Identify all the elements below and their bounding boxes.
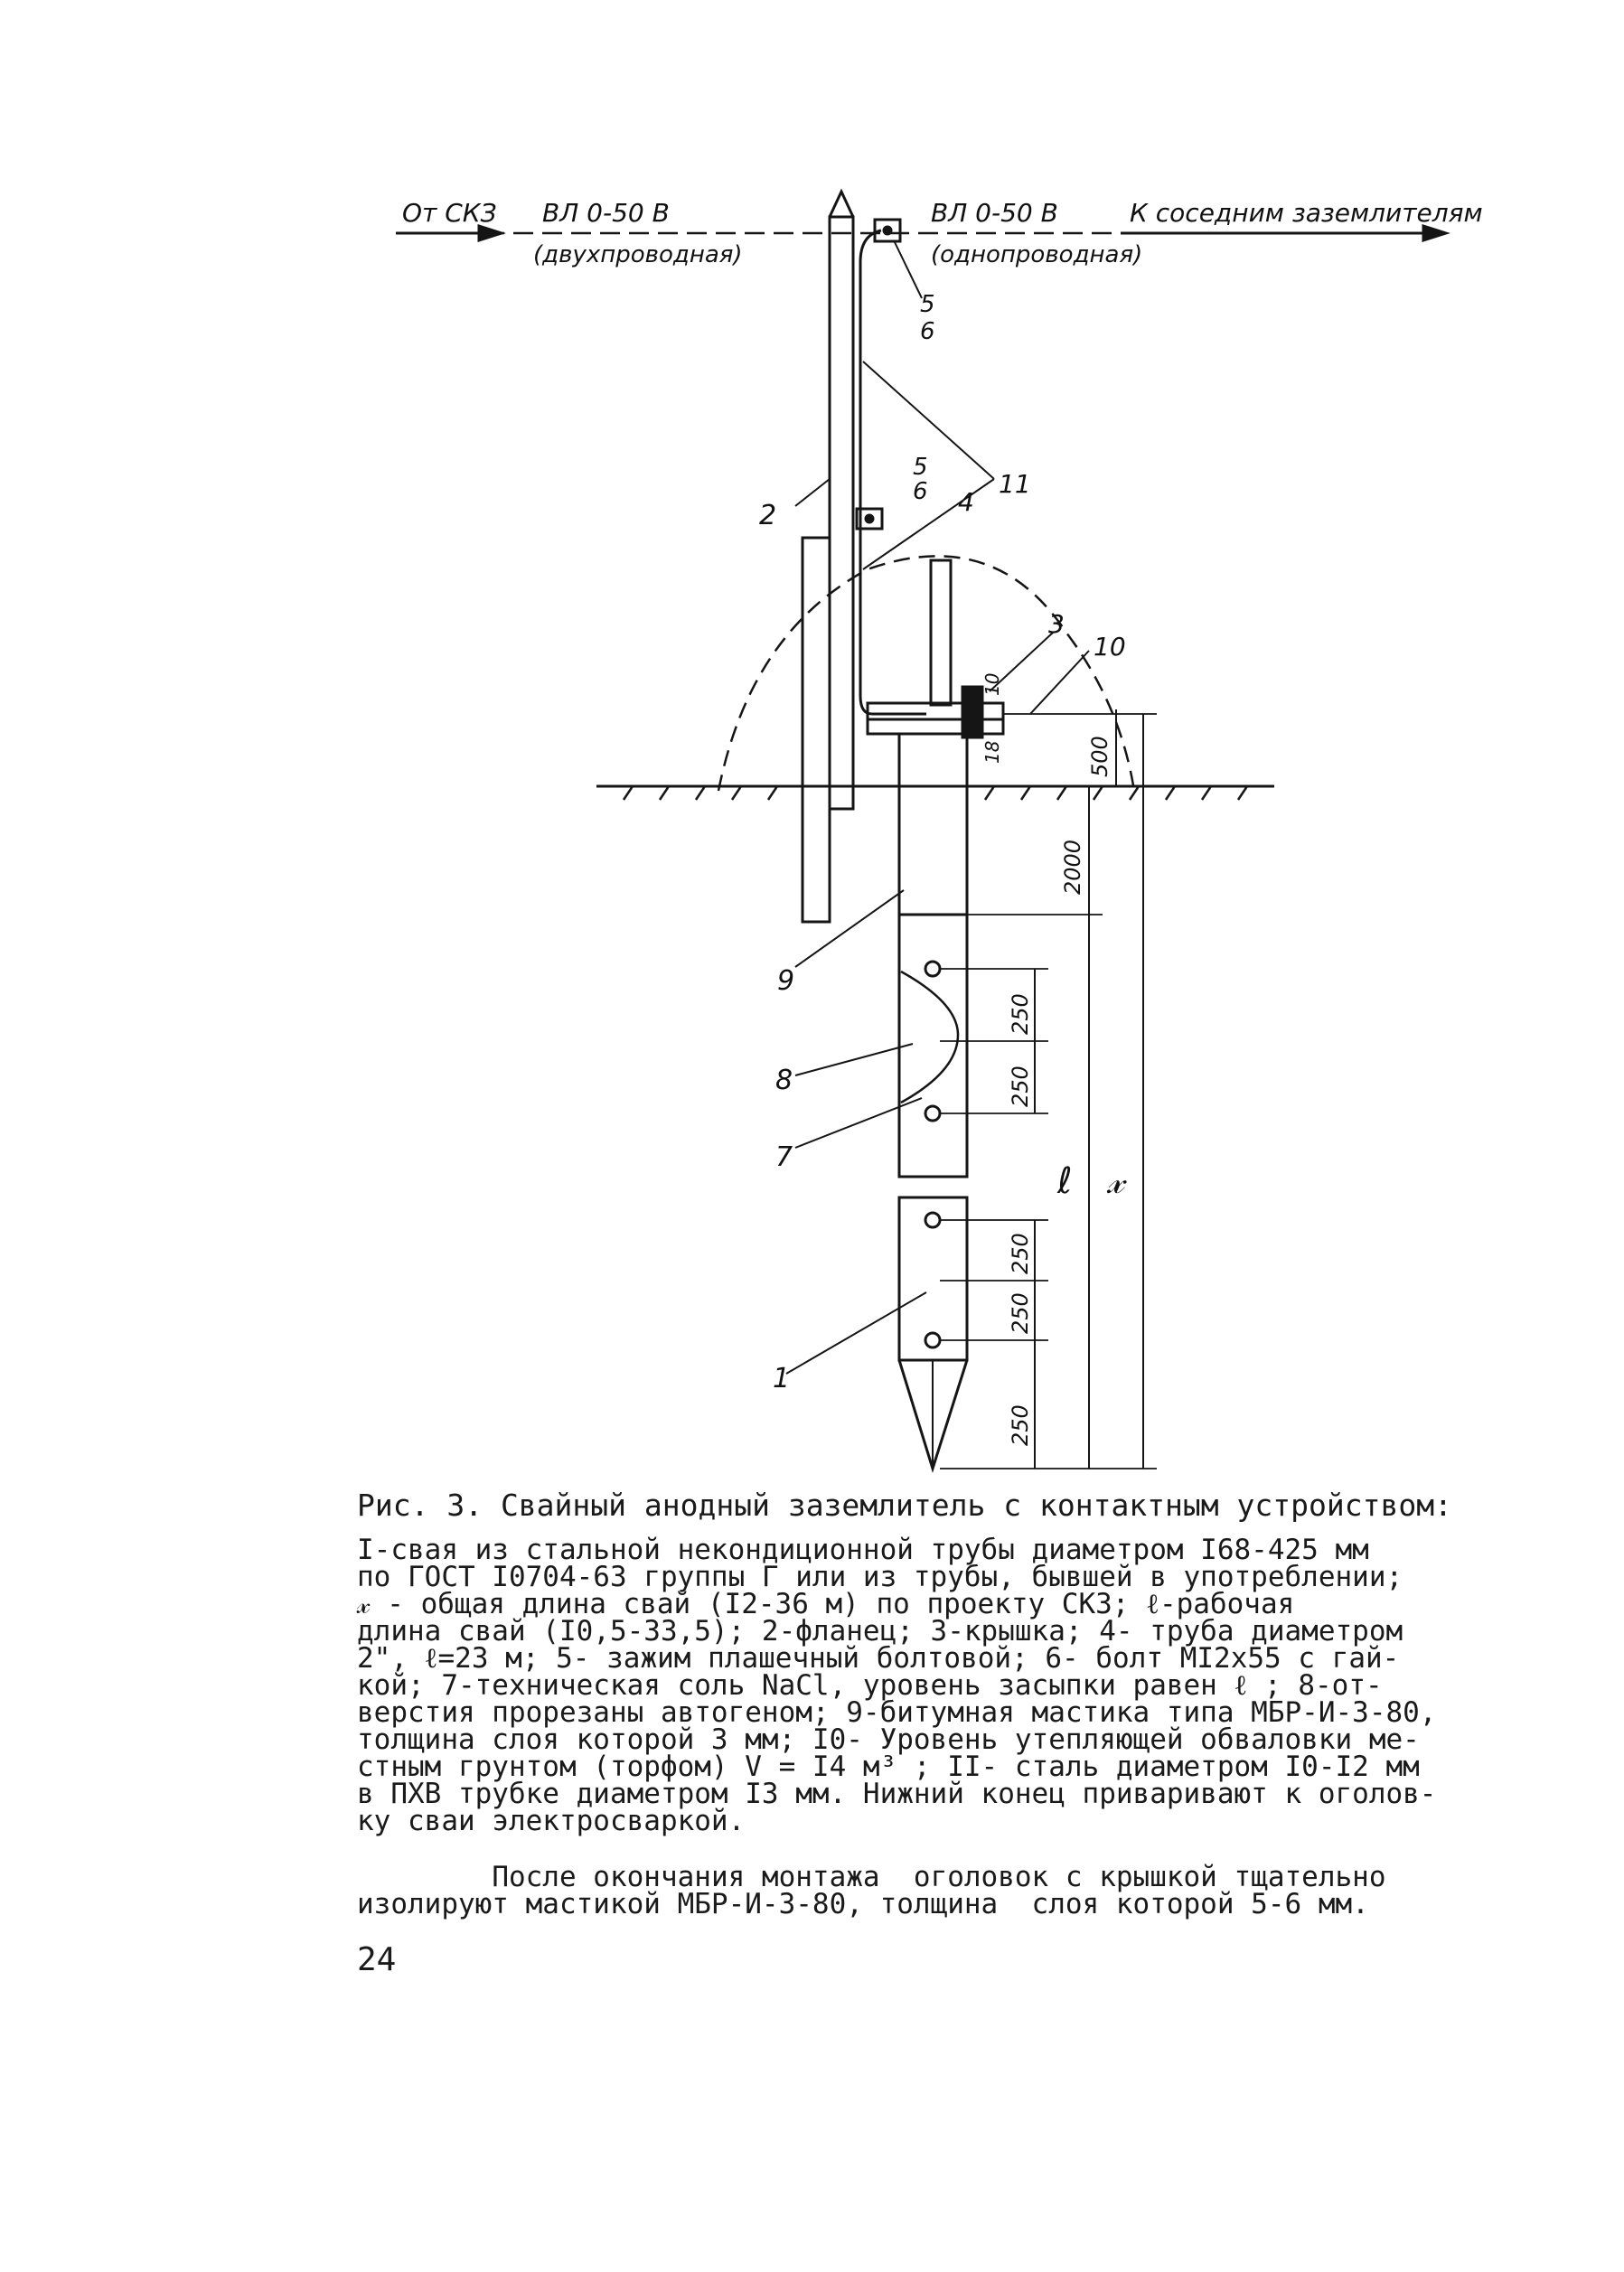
embankment-arc — [718, 556, 1134, 791]
salt-fill — [901, 972, 958, 1103]
page-number: 24 — [357, 1941, 397, 1978]
label-to-neighbors: К соседним заземлителям — [1130, 198, 1483, 228]
dim-18: 18 — [981, 740, 1003, 764]
dim-10: 10 — [981, 672, 1003, 696]
callout-5-mid: 5 — [913, 454, 928, 481]
callout-4: 4 — [958, 487, 974, 517]
support-plate — [803, 538, 830, 922]
callout-5-top: 5 — [920, 291, 935, 318]
pile-upper — [899, 734, 967, 1177]
ground-hatching — [624, 786, 1247, 800]
dim-250-d: 250 — [1008, 1292, 1033, 1334]
dim-working-length: ℓ — [1057, 1160, 1073, 1202]
dim-500: 500 — [1087, 736, 1112, 777]
hole — [925, 1333, 940, 1347]
callout-6-top: 6 — [920, 318, 935, 345]
label-from-skz: От СКЗ — [402, 198, 497, 228]
leader-11-a — [863, 361, 994, 479]
label-line-right-note: (однопроводная) — [931, 241, 1143, 268]
dim-total-length: 𝓍 — [1107, 1160, 1124, 1202]
label-line-right: ВЛ 0-50 В — [931, 198, 1058, 228]
dim-250-b: 250 — [1008, 1066, 1033, 1107]
pole — [830, 217, 853, 809]
leader-2 — [795, 479, 830, 506]
hole — [925, 1106, 940, 1121]
body-paragraph: После окончания монтажа оголовок с крышкой тщательно изолируют мастикой МБР-И-3-80, толщина слоя которой 5-6 мм. — [357, 1861, 1386, 1920]
callout-10: 10 — [1094, 632, 1126, 662]
leader-8 — [795, 1044, 913, 1075]
figure-caption-body: I-свая из стальной некондиционной трубы диаметром I68-425 мм по ГОСТ I0704-63 группы Г или из трубы, бывшей в употреблении; 𝓍 - общая длина свай (I2-36 м) по проекту СКЗ; ℓ-рабочая длина свай (I0,5-33,5); 2-фланец; 3-крышка; 4- труба диаметром 2", ℓ=23 м; 5- зажим плашечный болтовой; 6- болт МI2х55 с гай- кой; 7-техническая соль NaCl, уровень засыпки равен ℓ ; 8-от- верстия прорезаны автогеном; 9-битумная мастика типа МБР-И-3-80, толщина слоя которой 3 мм; I0- Уровень утепляющей обваловки ме- стным грунтом (торфом) V = I4 м³ ; II- сталь диаметром I0-I2 мм в ПХВ трубке диаметром I3 мм. Нижний конец приваривают к оголов- ку сваи электросваркой. — [357, 1534, 1437, 1837]
label-line-left: ВЛ 0-50 В — [542, 198, 670, 228]
callout-7: 7 — [775, 1141, 793, 1173]
tube-4 — [931, 560, 951, 705]
leader-5-6-top — [895, 242, 922, 298]
callout-11: 11 — [999, 469, 1031, 499]
dim-250-a: 250 — [1008, 993, 1033, 1035]
clamp-top-bolt — [884, 227, 891, 234]
label-line-left-note: (двухпроводная) — [533, 241, 743, 268]
callout-6-mid: 6 — [913, 478, 928, 505]
callout-8: 8 — [775, 1065, 793, 1096]
dim-250-c: 250 — [1008, 1233, 1033, 1274]
callout-3: 3 — [1048, 609, 1065, 639]
dim-2000: 2000 — [1060, 839, 1085, 895]
callout-2: 2 — [759, 500, 777, 531]
hole — [925, 1213, 940, 1227]
leader-9 — [795, 890, 904, 967]
leader-7 — [795, 1098, 922, 1148]
pile-lower — [899, 1197, 967, 1360]
pole-tip — [830, 192, 853, 217]
arrow-from-skz-head — [479, 226, 502, 240]
arrow-to-neighbors-head — [1423, 226, 1446, 240]
leader-10 — [1030, 651, 1089, 714]
callout-1: 1 — [773, 1363, 791, 1394]
figure-caption-title: Рис. 3. Свайный анодный заземлитель с контактным устройством: — [357, 1488, 1452, 1523]
hole — [925, 962, 940, 976]
callout-9: 9 — [777, 965, 795, 997]
bolt-head — [962, 687, 982, 737]
dim-250-e: 250 — [1008, 1404, 1033, 1446]
clamp-mid-bolt — [866, 515, 873, 522]
